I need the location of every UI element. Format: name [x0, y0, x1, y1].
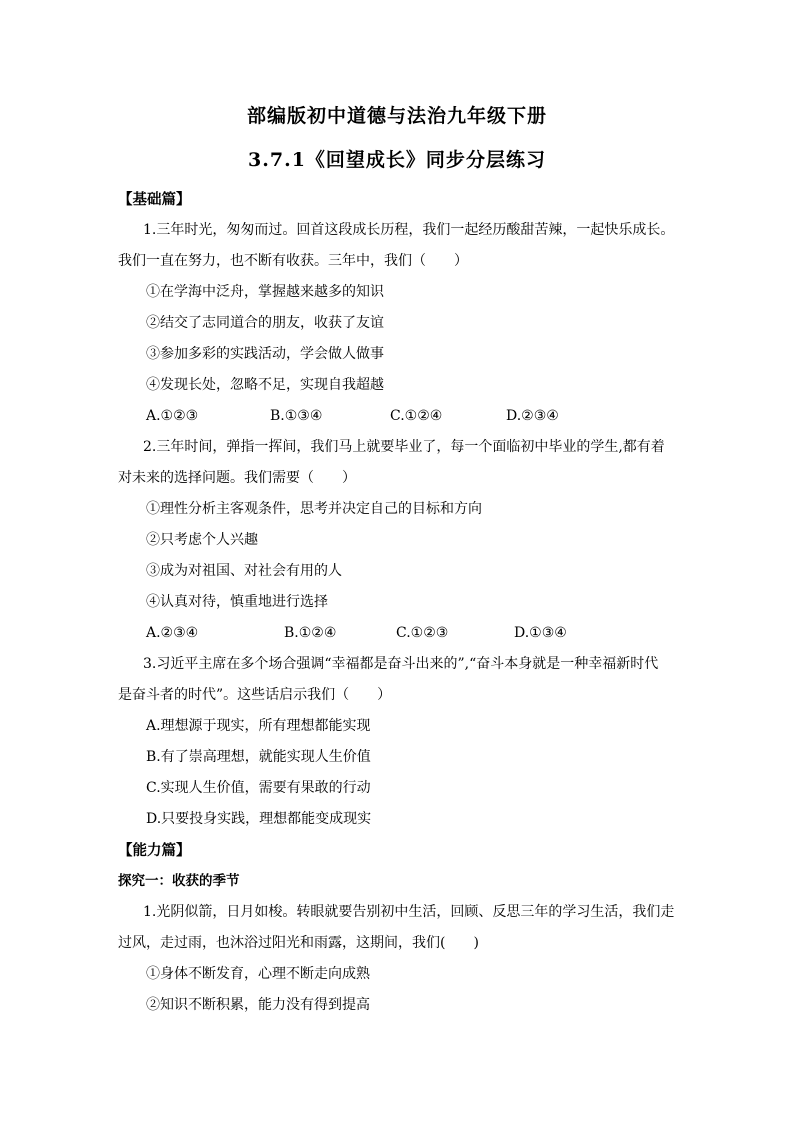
question-1-option-c: C.①②④ [390, 408, 443, 424]
question-3-stem-line2: 是奋斗者的时代”。这些话启示我们（ ） [118, 687, 392, 703]
question-2-option-b: B.①②④ [284, 625, 337, 641]
ability-question-1-stem-line1: 1.光阴似箭，日月如梭。转眼就要告别初中生活，回顾、反思三年的学习生活，我们走 [143, 904, 675, 920]
question-2-option-c: C.①②③ [396, 625, 449, 641]
question-2-item: ③成为对祖国、对社会有用的人 [146, 563, 342, 579]
question-1-item: ①在学海中泛舟，掌握越来越多的知识 [146, 284, 384, 300]
question-2-item: ②只考虑个人兴趣 [146, 532, 258, 548]
section-basic-heading: 【基础篇】 [118, 191, 191, 208]
question-3-choice-c: C.实现人生价值，需要有果敢的行动 [146, 780, 371, 796]
document-title: 部编版初中道德与法治九年级下册 [246, 105, 547, 127]
question-3-stem-line1: 3.习近平主席在多个场合强调“幸福都是奋斗出来的”,“奋斗本身就是一种幸福新时代 [143, 656, 659, 672]
question-3-choice-d: D.只要投身实践，理想都能变成现实 [146, 811, 372, 827]
question-3-choice-b: B.有了崇高理想，就能实现人生价值 [146, 749, 371, 765]
ability-question-1-stem-line2: 过风，走过雨，也沐浴过阳光和雨露，这期间，我们( ) [118, 935, 479, 951]
question-2-options [118, 618, 698, 649]
ability-question-1-item: ②知识不断积累，能力没有得到提高 [146, 997, 370, 1013]
question-1-item: ②结交了志同道合的朋友，收获了友谊 [146, 315, 384, 331]
question-1-stem-line2: 我们一直在努力，也不断有收获。三年中，我们（ ） [118, 253, 468, 269]
question-1-item: ④发现长处，忽略不足，实现自我超越 [146, 377, 384, 393]
question-2-item: ④认真对待，慎重地进行选择 [146, 594, 328, 610]
question-2-stem-line1: 2.三年时间，弹指一挥间，我们马上就要毕业了，每一个面临初中毕业的学生,都有着 [143, 439, 665, 455]
question-2-option-d: D.①③④ [514, 625, 567, 641]
question-1-option-b: B.①③④ [270, 408, 323, 424]
question-2-option-a: A.②③④ [146, 625, 199, 641]
ability-question-1-item: ①身体不断发育，心理不断走向成熟 [146, 966, 370, 982]
question-1-option-a: A.①②③ [146, 408, 199, 424]
question-3-choice-a: A.理想源于现实，所有理想都能实现 [146, 718, 371, 734]
question-1-option-d: D.②③④ [506, 408, 559, 424]
explore-1-heading: 探究一：收获的季节 [118, 873, 240, 889]
question-2-stem-line2: 对未来的选择问题。我们需要（ ） [118, 470, 356, 486]
question-1-stem-line1: 1.三年时光，匆匆而过。回首这段成长历程，我们一起经历酸甜苦辣，一起快乐成长。 [143, 222, 675, 238]
question-2-item: ①理性分析主客观条件，思考并决定自己的目标和方向 [146, 501, 482, 517]
question-1-item: ③参加多彩的实践活动，学会做人做事 [146, 346, 384, 362]
document-subtitle: 3.7.1《回望成长》同步分层练习 [248, 149, 546, 171]
document-body [118, 184, 698, 1021]
section-ability-heading: 【能力篇】 [118, 842, 191, 859]
question-1-options [118, 401, 698, 432]
